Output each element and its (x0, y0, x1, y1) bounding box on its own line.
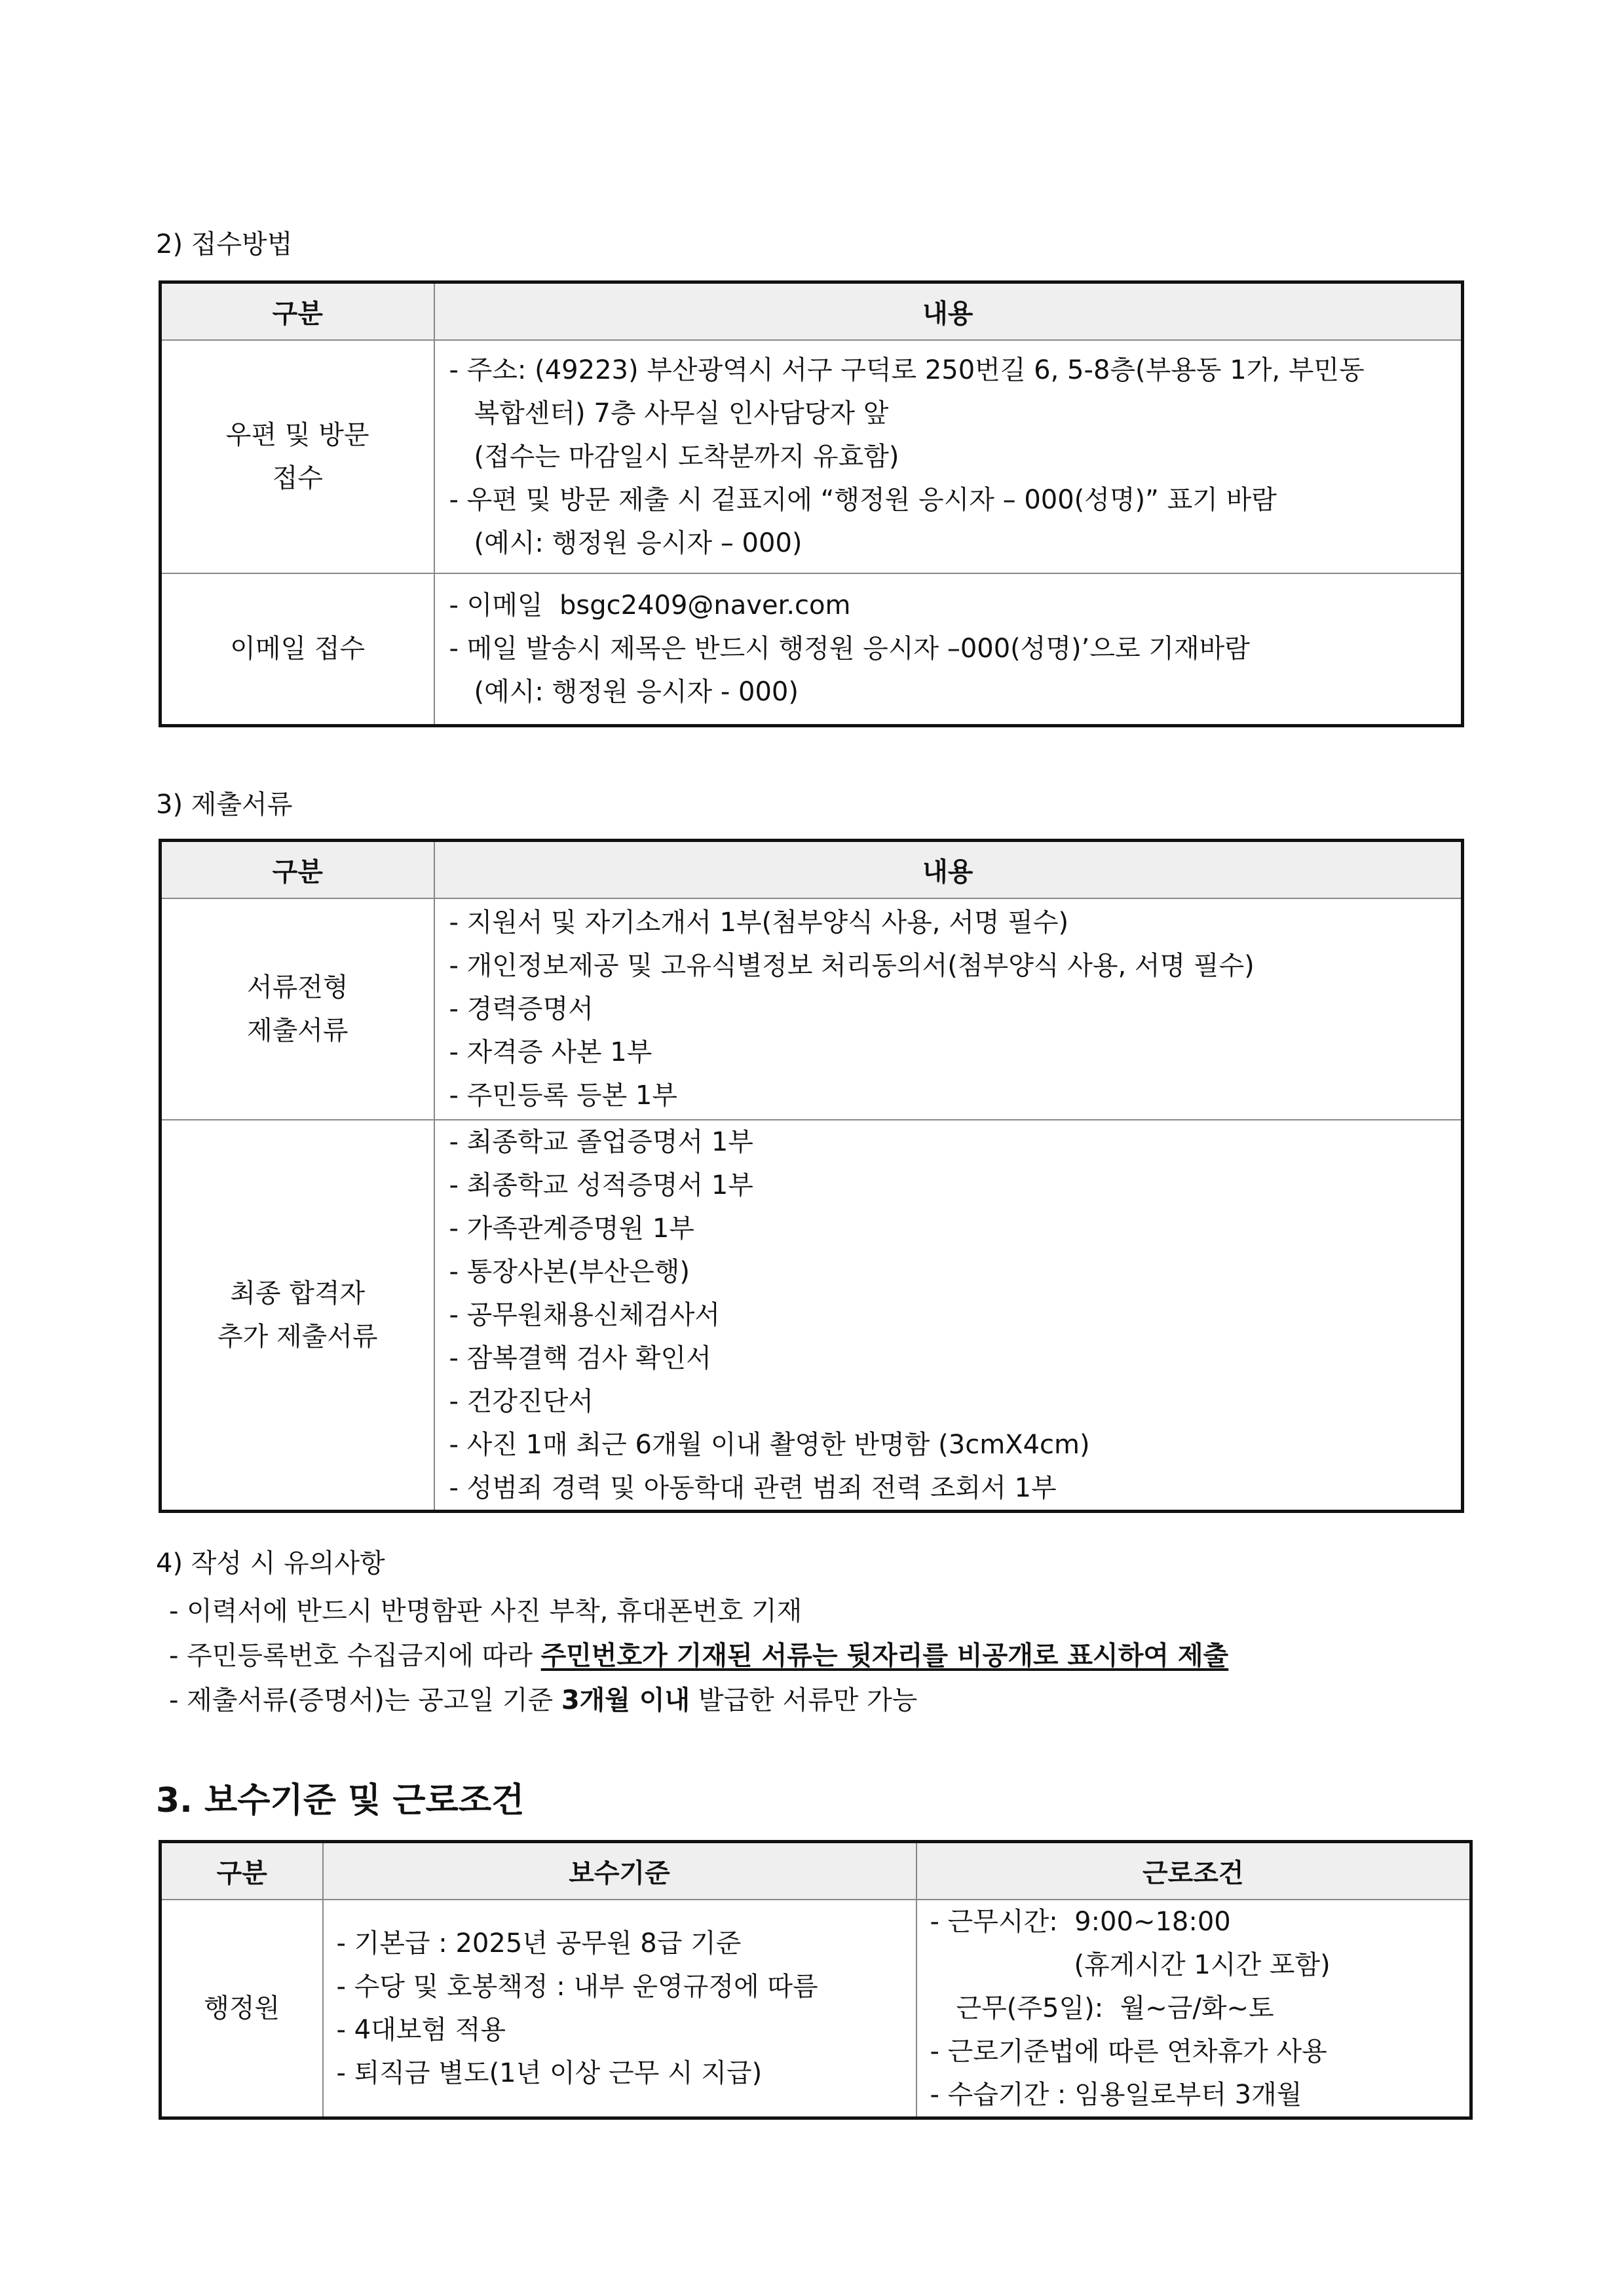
documents-row-label: 최종 합격자 추가 제출서류 (161, 1120, 434, 1512)
reception-row-content: - 이메일 bsgc2409@naver.com - 메일 발송시 제목은 반드시 행정원 응시자 –000(성명)’으로 기재바람 (예시: 행정원 응시자 - 000) (434, 573, 1463, 726)
reception-row-label: 이메일 접수 (161, 573, 434, 726)
documents-table (159, 839, 1464, 1513)
table-row (161, 340, 1463, 573)
table-row (161, 573, 1463, 726)
documents-row-content: - 최종학교 졸업증명서 1부 - 최종학교 성적증명서 1부 - 가족관계증명원 1부 - 통장사본(부산은행) - 공무원채용신체검사서 - 잠복결핵 검사 확인서 - 건강진단서 - 사진 1매 최근 6개월 이내 촬영한 반명함 (3cmX4cm) - 성범죄 경력 및 아동학대 관련 범죄 전력 조회서 1부 (434, 1120, 1463, 1512)
table-row (161, 1900, 1471, 2118)
emphasis-text: 3개월 이내 (561, 1685, 690, 1715)
documents-header-content: 내용 (434, 841, 1463, 898)
pay-row-label: 행정원 (161, 1900, 323, 2118)
list-item: - 주민등록번호 수집금지에 따라 주민번호가 기재된 서류는 뒷자리를 비공개로 표시하여 제출 (169, 1641, 1229, 1671)
pay-header-standard: 보수기준 (323, 1842, 916, 1900)
table-row (161, 898, 1463, 1120)
documents-heading: 3) 제출서류 (156, 790, 293, 820)
reception-row-content: - 주소: (49223) 부산광역시 서구 구덕로 250번길 6, 5-8층(부용동 1가, 부민동 복합센터) 7층 사무실 인사담당자 앞 (접수는 마감일시 도착분까지 유효함) - 우편 및 방문 제출 시 겉표지에 “행정원 응시자 – 000(성명)” 표기 바람 (예시: 행정원 응시자 – 000) (434, 340, 1463, 573)
emphasis-text: 주민번호가 기재된 서류는 뒷자리를 비공개로 표시하여 제출 (540, 1641, 1229, 1671)
pay-header-category: 구분 (161, 1842, 323, 1900)
documents-header-category: 구분 (161, 841, 434, 898)
reception-table (159, 280, 1464, 727)
reception-heading: 2) 접수방법 (156, 229, 293, 259)
table-row (161, 1120, 1463, 1512)
notes-heading: 4) 작성 시 유의사항 (156, 1548, 385, 1578)
notes-list (156, 1589, 1228, 1723)
pay-standard-content: - 기본급 : 2025년 공무원 8급 기준 - 수당 및 호봉책정 : 내부 운영규정에 따름 - 4대보험 적용 - 퇴직금 별도(1년 이상 근무 시 지급) (323, 1900, 916, 2118)
list-item: - 제출서류(증명서)는 공고일 기준 3개월 이내 발급한 서류만 가능 (169, 1685, 918, 1715)
reception-header-content: 내용 (434, 282, 1463, 340)
documents-row-label: 서류전형 제출서류 (161, 898, 434, 1120)
pay-table (159, 1840, 1473, 2120)
reception-header-category: 구분 (161, 282, 434, 340)
documents-row-content: - 지원서 및 자기소개서 1부(첨부양식 사용, 서명 필수) - 개인정보제공 및 고유식별정보 처리동의서(첨부양식 사용, 서명 필수) - 경력증명서 - 자격증 사본 1부 - 주민등록 등본 1부 (434, 898, 1463, 1120)
pay-header-conditions: 근로조건 (916, 1842, 1471, 1900)
list-item: - 이력서에 반드시 반명함판 사진 부착, 휴대폰번호 기재 (169, 1596, 803, 1626)
work-conditions-content: - 근무시간: 9:00~18:00 (휴게시간 1시간 포함) 근무(주5일): 월~금/화~토 - 근로기준법에 따른 연차휴가 사용 - 수습기간 : 임용일로부터 3개월 (916, 1900, 1471, 2118)
reception-row-label: 우편 및 방문 접수 (161, 340, 434, 573)
pay-section-title: 3. 보수기준 및 근로조건 (156, 1781, 525, 1820)
